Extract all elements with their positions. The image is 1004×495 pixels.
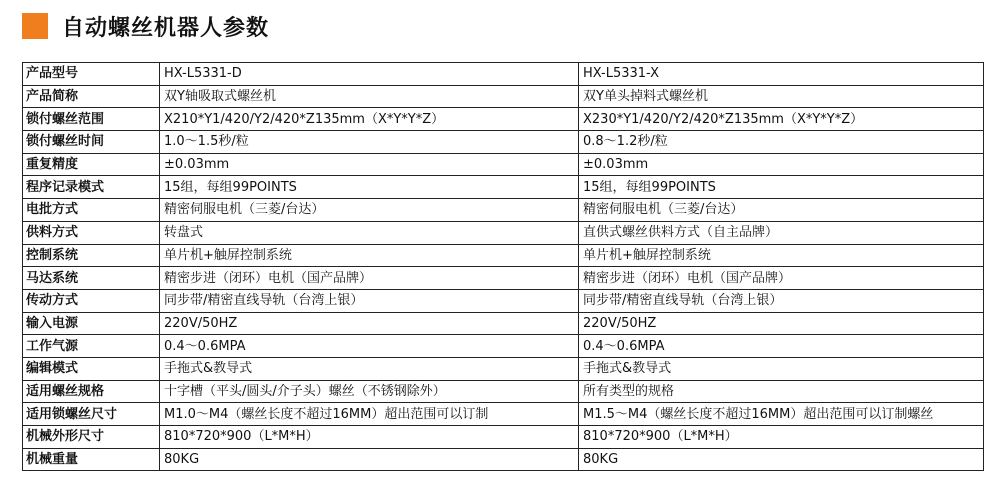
model-x-value-cell: 80KG <box>579 448 984 471</box>
model-x-value-cell: 单片机+触屏控制系统 <box>579 244 984 267</box>
model-d-value-cell: 手拖式&教导式 <box>160 357 579 380</box>
table-row <box>23 153 984 176</box>
model-d-value-cell: 十字槽（平头/圆头/介子头）螺丝（不锈钢除外） <box>160 380 579 403</box>
spec-label-cell: 供料方式 <box>23 221 160 244</box>
table-row <box>23 199 984 222</box>
model-d-value-cell: 80KG <box>160 448 579 471</box>
spec-label-cell: 产品型号 <box>23 63 160 86</box>
model-d-value-cell: 双Y轴吸取式螺丝机 <box>160 85 579 108</box>
spec-label-cell: 工作气源 <box>23 335 160 358</box>
model-d-value-cell: 220V/50HZ <box>160 312 579 335</box>
model-d-value-cell: 15组，每组99POINTS <box>160 176 579 199</box>
section-header <box>22 8 269 44</box>
spec-label-cell: 编辑模式 <box>23 357 160 380</box>
table-row <box>23 221 984 244</box>
spec-label-cell: 重复精度 <box>23 153 160 176</box>
table-row <box>23 335 984 358</box>
model-d-value-cell: HX-L5331-D <box>160 63 579 86</box>
table-row <box>23 448 984 471</box>
table-row <box>23 131 984 154</box>
model-d-value-cell: 0.4～0.6MPA <box>160 335 579 358</box>
model-x-value-cell: 手拖式&教导式 <box>579 357 984 380</box>
model-d-value-cell: M1.0～M4（螺丝长度不超过16MM）超出范围可以订制 <box>160 403 579 426</box>
model-x-value-cell: 所有类型的规格 <box>579 380 984 403</box>
model-d-value-cell: X210*Y1/420/Y2/420*Z135mm（X*Y*Y*Z） <box>160 108 579 131</box>
model-x-value-cell: M1.5～M4（螺丝长度不超过16MM）超出范围可以订制螺丝 <box>579 403 984 426</box>
spec-label-cell: 电批方式 <box>23 199 160 222</box>
spec-label-cell: 锁付螺丝时间 <box>23 131 160 154</box>
table-row <box>23 85 984 108</box>
model-d-value-cell: 810*720*900（L*M*H） <box>160 426 579 449</box>
model-d-value-cell: 1.0～1.5秒/粒 <box>160 131 579 154</box>
model-x-value-cell: 0.4～0.6MPA <box>579 335 984 358</box>
model-x-value-cell: 220V/50HZ <box>579 312 984 335</box>
spec-label-cell: 马达系统 <box>23 267 160 290</box>
table-row <box>23 63 984 86</box>
table-row <box>23 176 984 199</box>
model-d-value-cell: 同步带/精密直线导轨（台湾上银） <box>160 289 579 312</box>
orange-square-icon <box>22 13 48 39</box>
model-x-value-cell: 精密伺服电机（三菱/台达） <box>579 199 984 222</box>
spec-label-cell: 适用螺丝规格 <box>23 380 160 403</box>
table-row <box>23 380 984 403</box>
model-x-value-cell: 直供式螺丝供料方式（自主品牌） <box>579 221 984 244</box>
spec-label-cell: 适用锁螺丝尺寸 <box>23 403 160 426</box>
spec-table <box>22 62 984 471</box>
spec-label-cell: 控制系统 <box>23 244 160 267</box>
model-x-value-cell: 精密步进（闭环）电机（国产品牌） <box>579 267 984 290</box>
spec-label-cell: 程序记录模式 <box>23 176 160 199</box>
model-x-value-cell: 15组，每组99POINTS <box>579 176 984 199</box>
table-row <box>23 312 984 335</box>
model-d-value-cell: 精密步进（闭环）电机（国产品牌） <box>160 267 579 290</box>
spec-label-cell: 锁付螺丝范围 <box>23 108 160 131</box>
table-row <box>23 267 984 290</box>
table-row <box>23 108 984 131</box>
table-row <box>23 403 984 426</box>
spec-label-cell: 产品简称 <box>23 85 160 108</box>
table-row <box>23 357 984 380</box>
model-x-value-cell: 0.8～1.2秒/粒 <box>579 131 984 154</box>
model-x-value-cell: X230*Y1/420/Y2/420*Z135mm（X*Y*Y*Z） <box>579 108 984 131</box>
page-title: 自动螺丝机器人参数 <box>62 15 270 41</box>
model-d-value-cell: 精密伺服电机（三菱/台达） <box>160 199 579 222</box>
model-x-value-cell: 同步带/精密直线导轨（台湾上银） <box>579 289 984 312</box>
spec-label-cell: 机械重量 <box>23 448 160 471</box>
model-x-value-cell: HX-L5331-X <box>579 63 984 86</box>
spec-label-cell: 输入电源 <box>23 312 160 335</box>
model-x-value-cell: 双Y单头掉料式螺丝机 <box>579 85 984 108</box>
spec-label-cell: 机械外形尺寸 <box>23 426 160 449</box>
table-row <box>23 426 984 449</box>
spec-table-body <box>23 63 984 471</box>
model-x-value-cell: 810*720*900（L*M*H） <box>579 426 984 449</box>
model-x-value-cell: ±0.03mm <box>579 153 984 176</box>
model-d-value-cell: 转盘式 <box>160 221 579 244</box>
table-row <box>23 289 984 312</box>
spec-label-cell: 传动方式 <box>23 289 160 312</box>
model-d-value-cell: ±0.03mm <box>160 153 579 176</box>
table-row <box>23 244 984 267</box>
model-d-value-cell: 单片机+触屏控制系统 <box>160 244 579 267</box>
